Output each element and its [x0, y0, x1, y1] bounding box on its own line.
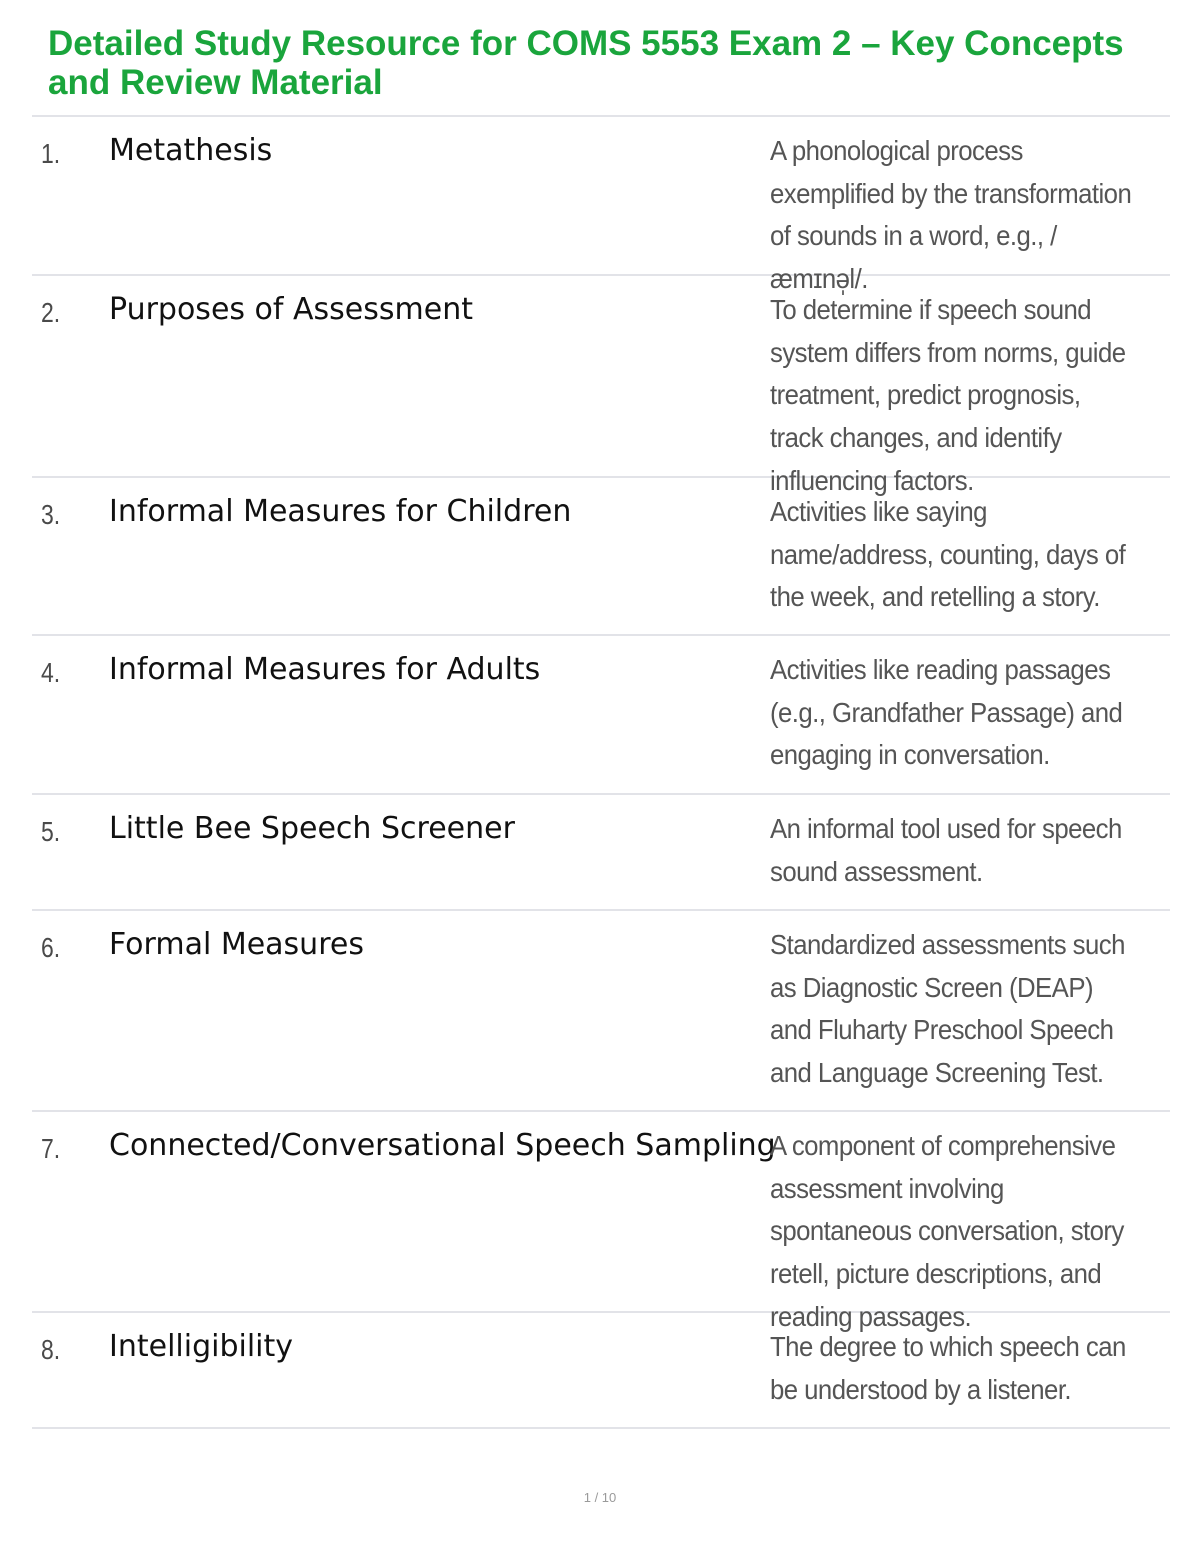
page-number: 1 / 10 — [583, 1490, 617, 1505]
term-definition: The degree to which speech can be understood by a listener. — [770, 1331, 1126, 1405]
term-number: 5. — [41, 816, 61, 847]
term-row — [32, 636, 1170, 795]
term-row — [32, 478, 1170, 636]
page-title: Detailed Study Resource for COMS 5553 Exam 2 – Key Concepts and Review Material — [48, 24, 1124, 102]
term-definition: To determine if speech sound system differs from norms, guide treatment, predict prognosis, track changes, and identify influencing factors. — [770, 294, 1126, 496]
term-row — [32, 911, 1170, 1112]
term-definition: Activities like saying name/address, counting, days of the week, and retelling a story. — [770, 496, 1126, 613]
term-number: 1. — [41, 138, 61, 169]
term-definition: A component of comprehensive assessment involving spontaneous conversation, story retell, picture descriptions, and reading passages. — [770, 1130, 1124, 1332]
term-row — [32, 795, 1170, 911]
term-name: Connected/Conversational Speech Sampling — [109, 1128, 776, 1163]
term-number: 3. — [41, 499, 61, 530]
term-name: Informal Measures for Children — [109, 494, 572, 529]
term-definition: Standardized assessments such as Diagnostic Screen (DEAP) and Fluharty Preschool Speech and Language Screening Test. — [770, 929, 1125, 1089]
term-name: Intelligibility — [109, 1329, 294, 1364]
term-name: Formal Measures — [109, 927, 364, 962]
term-name: Metathesis — [109, 133, 273, 168]
term-definition: A phonological process exemplified by the transformation of sounds in a word, e.g., /æmɪnə̩l/. — [770, 135, 1132, 295]
term-row — [32, 1313, 1170, 1429]
term-number: 4. — [41, 657, 61, 688]
term-definition: Activities like reading passages (e.g., Grandfather Passage) and engaging in conversation. — [770, 654, 1123, 771]
term-number: 6. — [41, 932, 61, 963]
term-list — [32, 115, 1170, 1429]
term-number: 7. — [41, 1133, 61, 1164]
term-definition: An informal tool used for speech sound assessment. — [770, 813, 1122, 887]
term-row — [32, 276, 1170, 496]
term-name: Little Bee Speech Screener — [109, 811, 515, 846]
term-row — [32, 1112, 1170, 1332]
term-number: 2. — [41, 297, 61, 328]
term-name: Purposes of Assessment — [109, 292, 473, 327]
term-row — [32, 117, 1170, 295]
term-number: 8. — [41, 1334, 61, 1365]
term-name: Informal Measures for Adults — [109, 652, 541, 687]
